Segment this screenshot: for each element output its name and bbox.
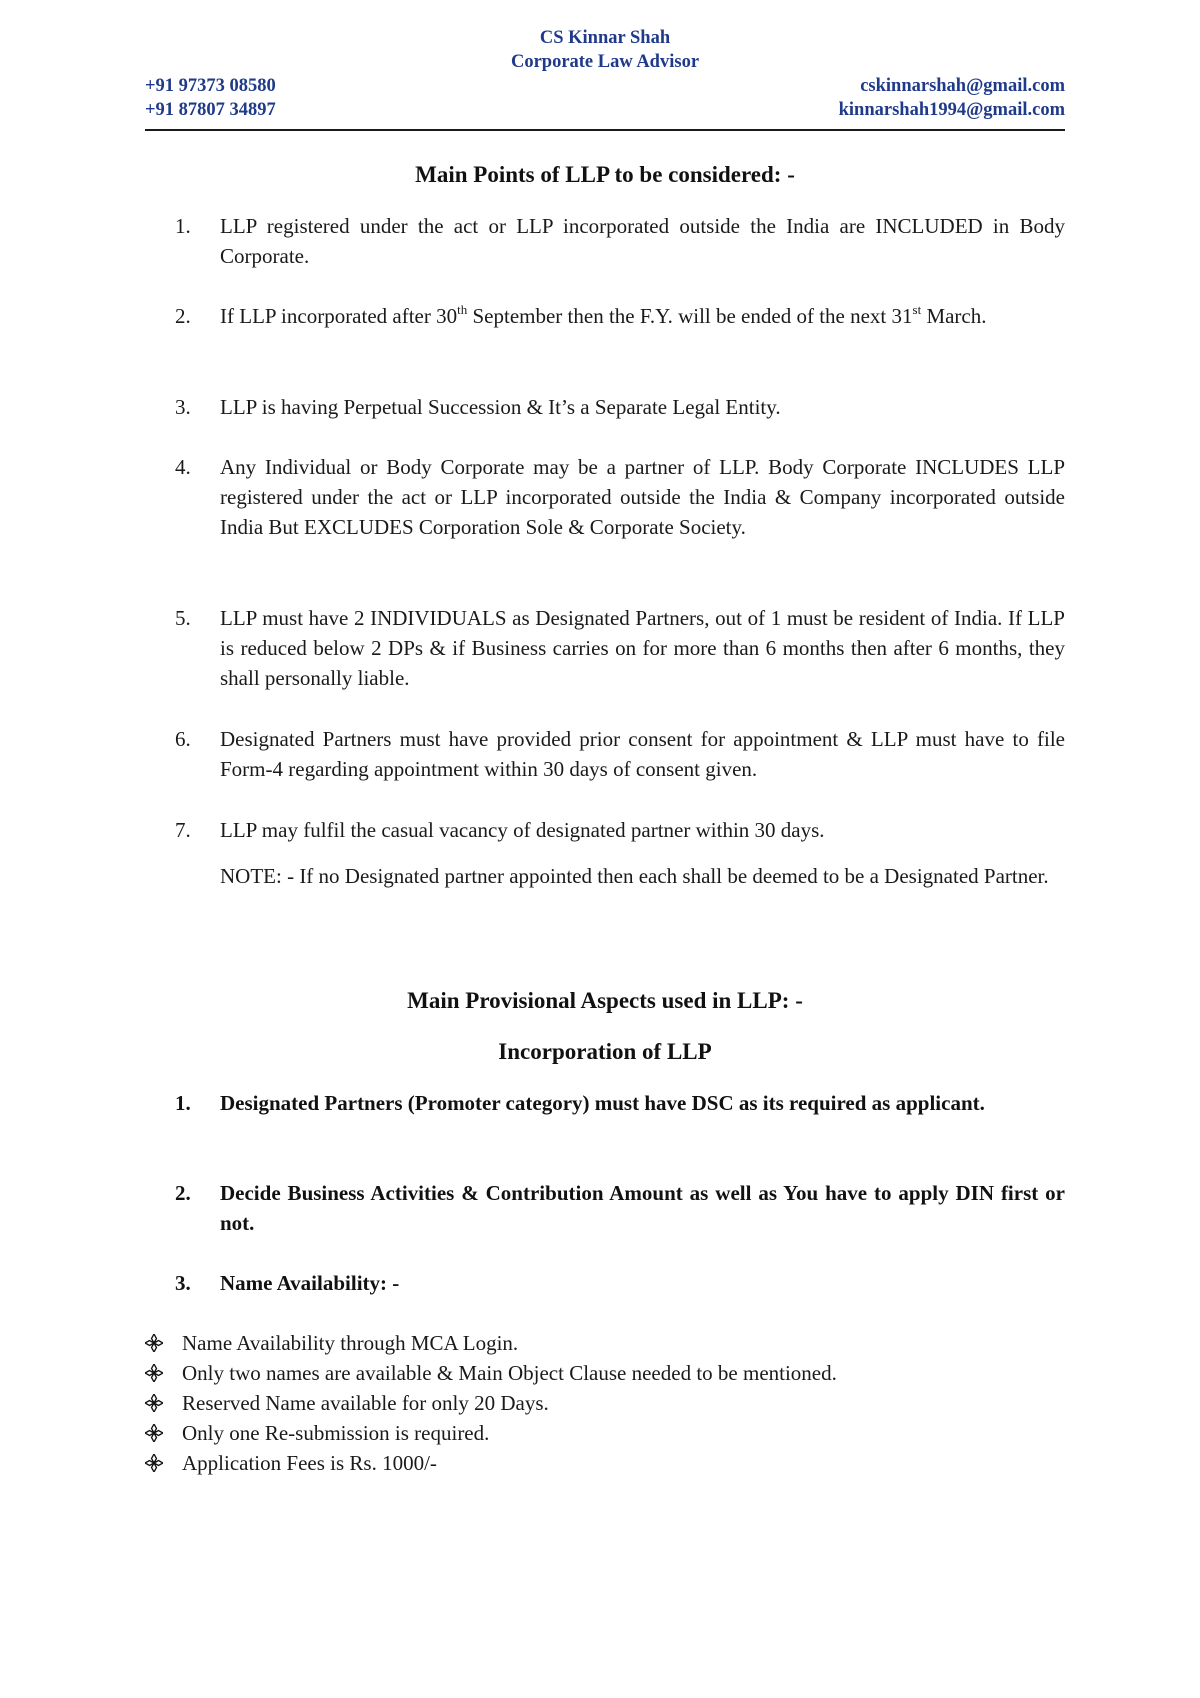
list-item — [175, 452, 1065, 542]
item-number: 4. — [175, 455, 191, 479]
item-text: Name Availability: - — [220, 1271, 400, 1295]
contact-row-1 — [145, 74, 1065, 98]
four-diamond-bullet-icon — [145, 1424, 182, 1442]
list-item — [175, 603, 1065, 693]
item-text: LLP is having Perpetual Succession & It’s a Separate Legal Entity. — [220, 395, 781, 419]
contact-row-2 — [145, 98, 1065, 122]
bullet-item — [145, 1358, 1065, 1388]
list-item — [175, 1178, 1065, 1238]
advisor-title: Corporate Law Advisor — [510, 52, 700, 72]
list-item — [175, 1088, 1065, 1118]
letterhead-divider — [145, 129, 1065, 131]
item-number: 7. — [175, 818, 191, 842]
bullet-item — [145, 1418, 1065, 1448]
item-text-part: September then the F.Y. will be ended of the next 31 — [467, 304, 913, 328]
item-text-part: If LLP incorporated after 30 — [220, 304, 458, 328]
list-item — [175, 724, 1065, 784]
item-text: Designated Partners must have provided prior consent for appointment & LLP must have to file Form-4 regarding appointment within 30 days of consent given. — [220, 727, 1065, 781]
item-number: 2. — [175, 1181, 191, 1205]
ordinal-suffix: th — [457, 302, 468, 317]
item-text: LLP must have 2 INDIVIDUALS as Designated Partners, out of 1 must be resident of India. If LLP is reduced below 2 DPs & if Business carries on for more than 6 months then after 6 months, they shall personally liable. — [220, 606, 1065, 690]
list-item — [175, 392, 1065, 422]
bullet-item — [145, 1388, 1065, 1418]
bullet-text: Name Availability through MCA Login. — [182, 1331, 519, 1355]
note-text: NOTE: - If no Designated partner appointed then each shall be deemed to be a Designated Partner. — [220, 864, 1049, 888]
bullet-text: Application Fees is Rs. 1000/- — [182, 1451, 437, 1475]
bullet-list — [145, 1328, 1065, 1478]
list-item — [175, 1268, 1065, 1298]
phone-number-1: +91 97373 08580 — [145, 76, 276, 96]
ordinal-suffix: st — [912, 302, 922, 317]
item-text: Any Individual or Body Corporate may be a partner of LLP. Body Corporate INCLUDES LLP registered under the act or LLP incorporated outside the India & Company incorporated outside India But EXCLUDES Corporation Sole & Corporate Society. — [220, 455, 1065, 539]
four-diamond-bullet-icon — [145, 1364, 182, 1382]
item-text: Designated Partners (Promoter category) must have DSC as its required as applicant. — [220, 1091, 985, 1115]
item-number: 5. — [175, 606, 191, 630]
item-number: 3. — [175, 1271, 191, 1295]
four-diamond-bullet-icon — [145, 1394, 182, 1412]
four-diamond-bullet-icon — [145, 1334, 182, 1352]
item-text: LLP may fulfil the casual vacancy of designated partner within 30 days. — [220, 818, 825, 842]
advisor-name: CS Kinnar Shah — [539, 28, 671, 48]
phone-number-2: +91 87807 34897 — [145, 100, 276, 120]
bullet-item — [145, 1448, 1065, 1478]
bullet-item — [145, 1328, 1065, 1358]
item-number: 3. — [175, 395, 191, 419]
list-item — [175, 815, 1065, 845]
item-number: 1. — [175, 214, 191, 238]
list-item — [175, 211, 1065, 271]
item-number: 1. — [175, 1091, 191, 1115]
four-diamond-bullet-icon — [145, 1454, 182, 1472]
email-address-1: cskinnarshah@gmail.com — [860, 76, 1065, 96]
section-heading-main-points: Main Points of LLP to be considered: - — [415, 162, 795, 187]
subheading-incorporation: Incorporation of LLP — [498, 1039, 712, 1064]
list-item — [175, 301, 1065, 331]
item-number: 6. — [175, 727, 191, 751]
item-text: Decide Business Activities & Contribution Amount as well as You have to apply DIN first or not. — [220, 1181, 1065, 1235]
bullet-text: Reserved Name available for only 20 Days. — [182, 1391, 549, 1415]
item-text — [220, 301, 1065, 331]
item-number: 2. — [175, 304, 191, 328]
bullet-text: Only one Re-submission is required. — [182, 1421, 490, 1445]
item-text: LLP registered under the act or LLP incorporated outside the India are INCLUDED in Body Corporate. — [220, 214, 1065, 268]
bullet-text: Only two names are available & Main Object Clause needed to be mentioned. — [182, 1361, 837, 1385]
section-heading-provisional-aspects: Main Provisional Aspects used in LLP: - — [407, 988, 803, 1013]
letterhead — [145, 26, 1065, 122]
item-text-part: March. — [921, 304, 987, 328]
email-address-2: kinnarshah1994@gmail.com — [838, 100, 1065, 120]
